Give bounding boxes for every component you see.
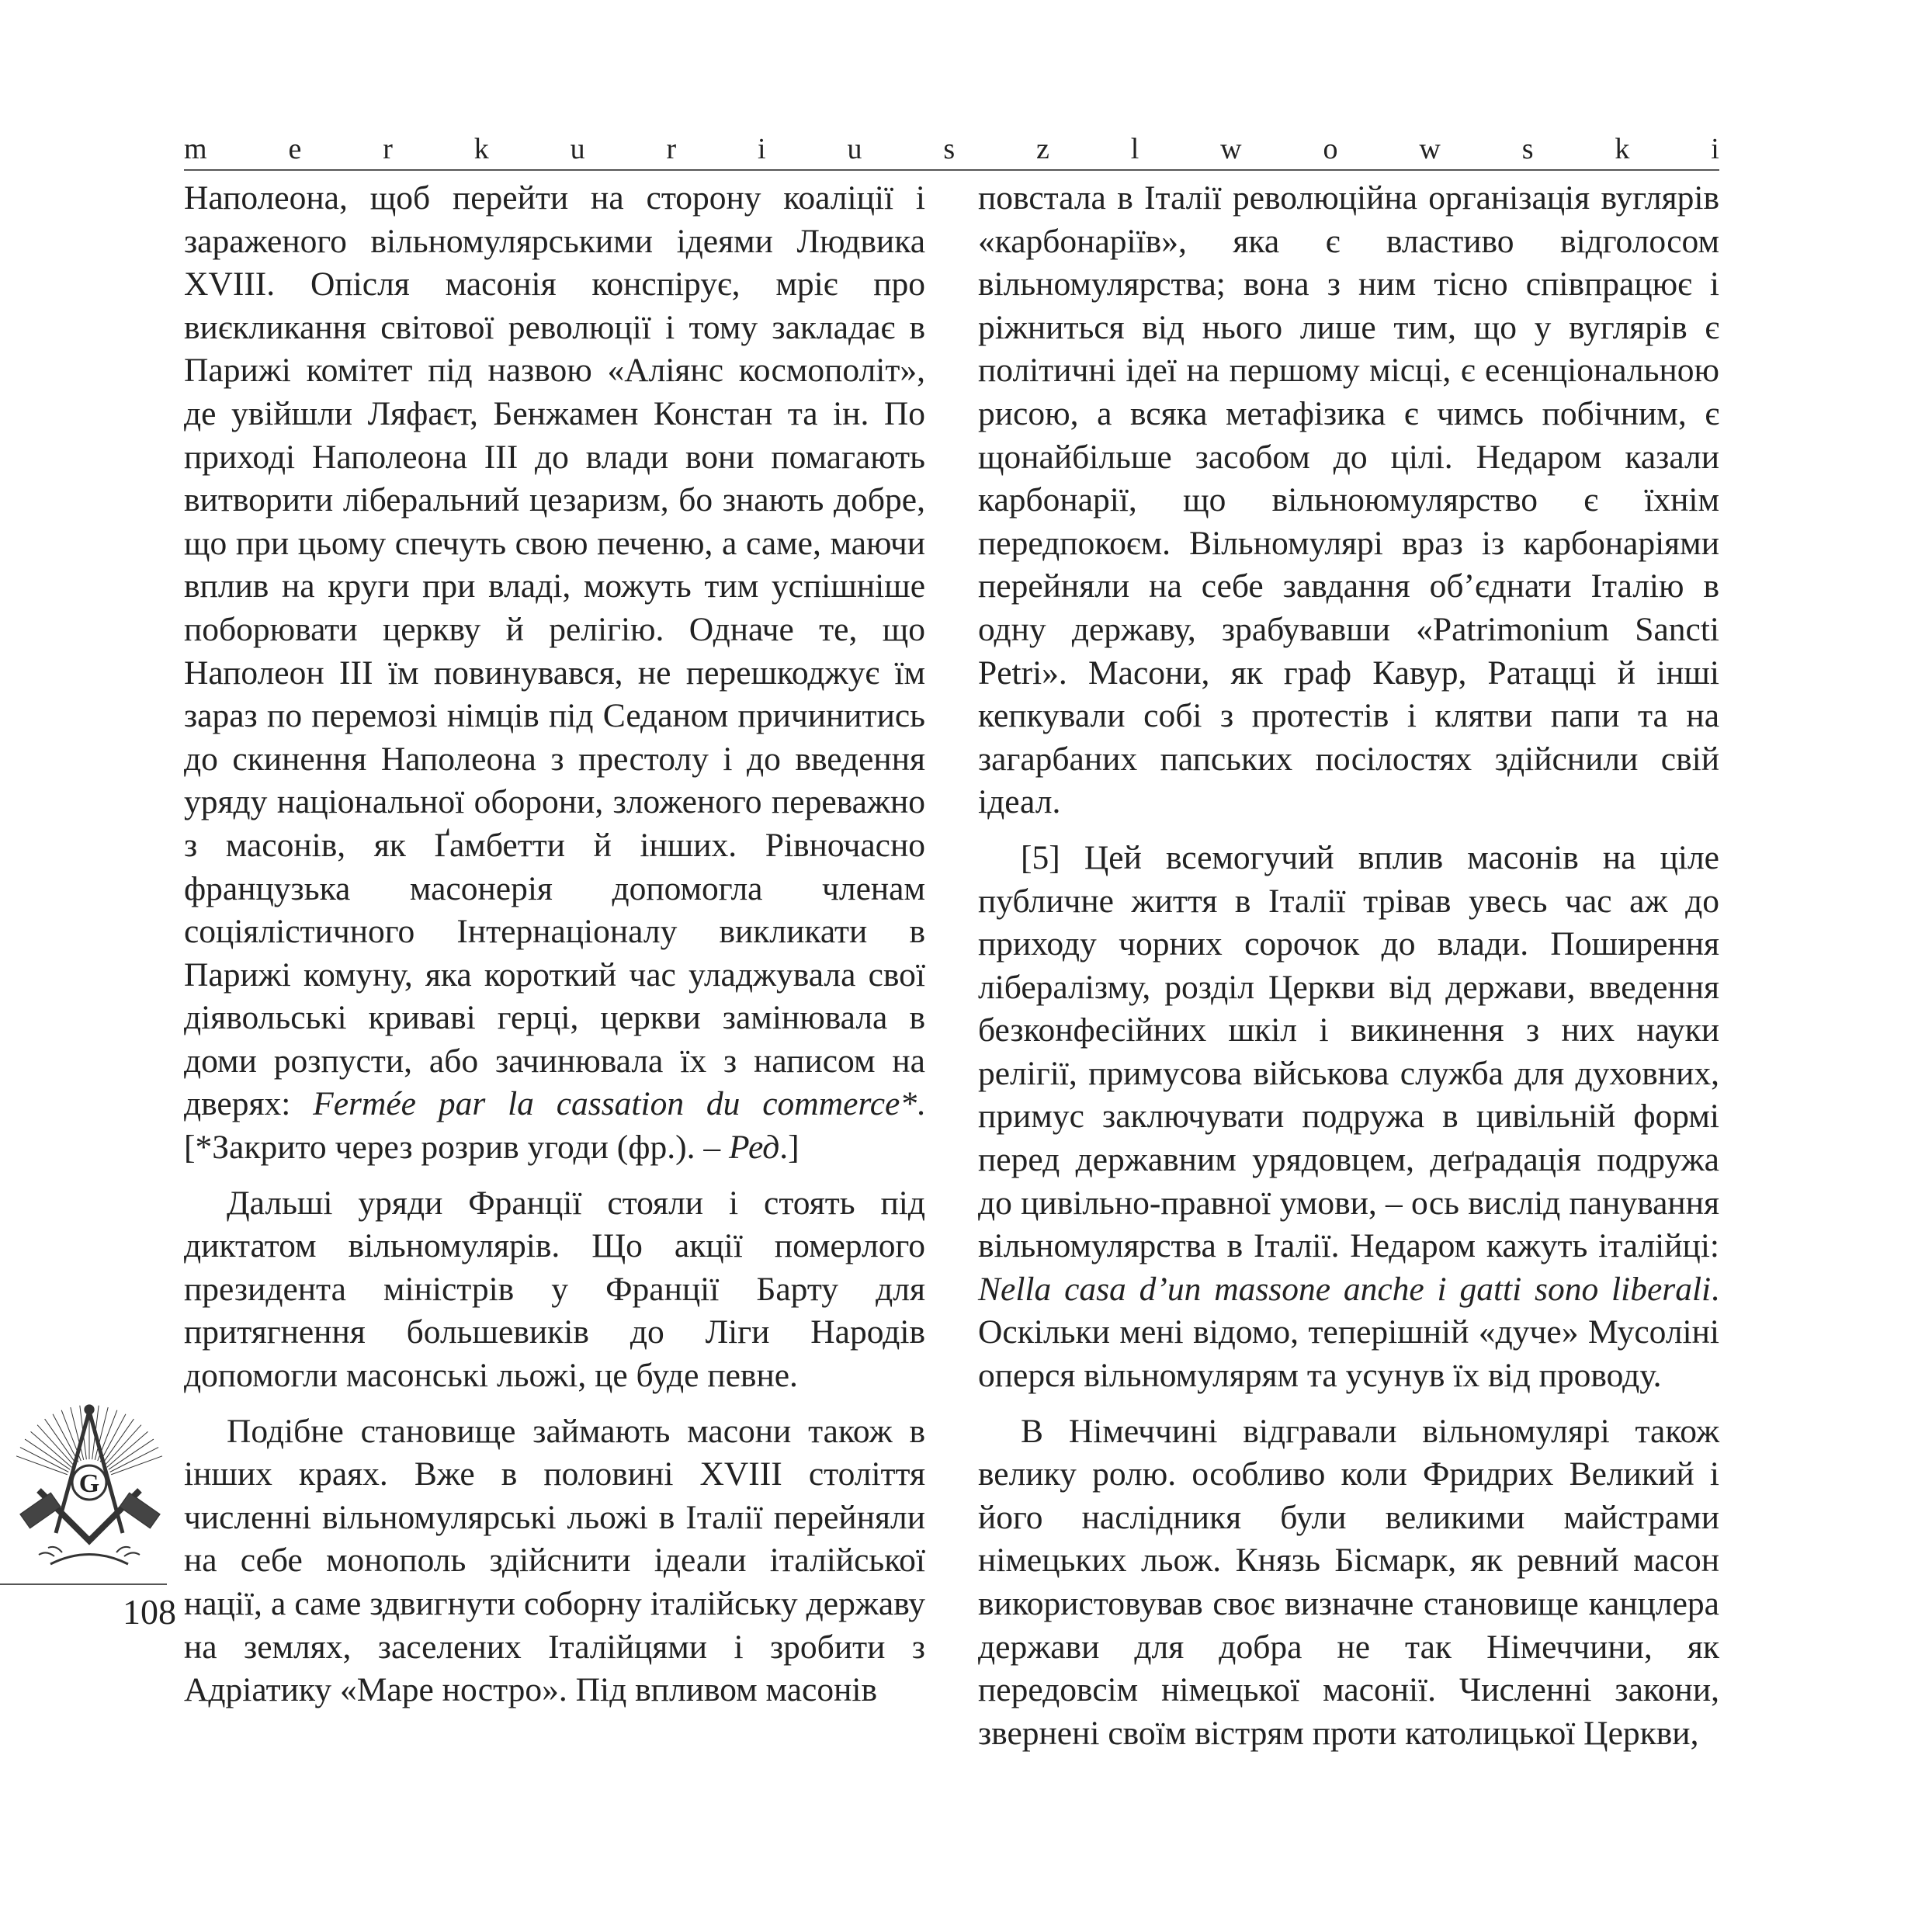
right-paragraph-2	[978, 837, 1719, 1398]
left-column	[184, 177, 925, 1712]
left-p1-italic2: Ред	[728, 1129, 780, 1167]
left-p1-end: .]	[779, 1129, 800, 1167]
running-head-letter: z	[1035, 133, 1049, 165]
footer-rule	[0, 1583, 167, 1585]
left-paragraph-2: Дальші уряди Франції стояли і стоять під диктатом вільномулярів. Що акції померлого президента міністрів у Франції Барту для притягнення большевиків до Ліги Народів допомогли масонські льожі, це буде певне.	[184, 1184, 925, 1395]
left-p1-tail: . [*Закрито через розрив угоди (фр.). –	[184, 1085, 925, 1167]
running-head-letter: o	[1323, 133, 1338, 165]
running-head-letter: w	[1419, 133, 1441, 165]
left-paragraph-3: Подібне становище займають масони також в інших краях. Вже в половині XVIII століття численні вільномулярські льожі в Італії перейняли на себе монополь здійснити ідеали італійської нації, а саме здвигнути соборну італійську державу на землях, заселених Італійцями і зробити з Адріатику «Маре ностро». Під впливом масонів	[184, 1412, 925, 1709]
running-head-letter: i	[1711, 133, 1719, 165]
right-paragraph-3: В Німеччині відгравали вільномулярі також велику ролю. особливо коли Фридрих Великий і його наслідникя були великими майстрами німецьких льож. Князь Бісмарк, як ревний масон використовував своє визначне становище канцлера держави для добра не так Німеччини, як передовсім німецької масонії. Численні закони, звернені своїм вістрям проти католицької Церкви,	[978, 1412, 1719, 1752]
right-paragraph-1: повстала в Італії революційна організація вуглярів «карбонаріїв», яка є властиво відголосом вільномулярства; вона з ним тісно співпрацює і ріжниться від нього лише тим, що у вуглярів є політичні ідеї на першому місці, є есенціональною рисою, а всяка метафізика є чимсь побічним, є щонайбільше засобом до цілі. Недаром казали карбонарії, що вільноюмулярство є їхнім передпокоєм. Вільномулярі враз із карбонаріями перейняли на себе завдання об’єднати Італію в одну державу, зрабувавши «Patrimonium Sancti Petri». Масони, як граф Кавур, Ратацці й інші кепкували собі з протестів і клятви папи та на загарбаних папських посілостях здійснили свій ідеал.	[978, 179, 1719, 821]
running-head-letter: m	[184, 133, 207, 165]
masonic-square-compass-g-icon	[8, 1397, 171, 1576]
left-p1-text: Наполеона, щоб перейти на сторону коаліції і зараженого вільномулярськими ідеями Людвика XVIII. Опісля масонія конспірує, мріє про виєкликання світової революції і тому закладає в Парижі комітет під назвою «Аліянс космополіт», де увійшли Ляфаєт, Бенжамен Констан та ін. По приході Наполеона ІІІ до влади вони помагають витворити ліберальний цезаризм, бо знають добре, що при цьому спечуть свою печеню, а саме, маючи вплив на круги при владі, можуть тим успішніше поборювати церкву й релігію. Одначе те, що Наполеон ІІІ їм повинувався, не перешкоджує їм зараз по перемозі німців під Седаном причинитись до скинення Наполеона з престолу і до введення уряду національної оборони, зложеного переважно з масонів, як Ґамбетти й інших. Рівночасно французька масонерія допомогла членам соціялістичного Інтернаціоналу викликати в Парижі комуну, яка короткий час уладжувала свої діявольські криваві герці, церкви замінювала в доми розпусти, або зачинювала їх з написом на дверях:	[184, 179, 925, 1123]
left-p1-italic: Fermée par la cassation du commerce*	[313, 1085, 917, 1123]
running-head	[184, 132, 1719, 166]
page-number: 108	[123, 1592, 176, 1632]
running-head-letter: r	[666, 133, 677, 165]
running-head-letter: r	[383, 133, 393, 165]
emblem-letter: G	[78, 1469, 100, 1498]
running-head-letter: e	[288, 133, 302, 165]
header-rule	[184, 169, 1719, 171]
left-paragraph-1	[184, 177, 925, 1170]
right-column	[978, 177, 1719, 1755]
running-head-letter: u	[570, 133, 585, 165]
running-head-letter: w	[1220, 133, 1242, 165]
right-p2-tail: . Оскільки мені відомо, теперішній «дуче» Мусоліні оперся вільномулярям та усунув їх від проводу.	[978, 1270, 1719, 1395]
running-head-letter: u	[847, 133, 862, 165]
running-head-letter: s	[943, 133, 956, 165]
running-head-letter: l	[1130, 133, 1139, 165]
running-head-letter: i	[758, 133, 766, 165]
running-head-letter: k	[473, 133, 489, 165]
right-p2-italic: Nella casa d’un massone anche i gatti sono liberali	[978, 1270, 1712, 1308]
running-head-letter: s	[1521, 133, 1534, 165]
right-p2-text: [5] Цей всемогучий вплив масонів на ціле публичне життя в Італії трівав увесь час аж до приходу чорних сорочок до влади. Поширення лібералізму, розділ Церкви від держави, введення безконфесійних шкіл і викинення з них науки релігії, примусова військова служба для духовних, примус заключувати подружа в цивільній формі перед державним урядовцем, деґрадація подружа до цивільно-правної умови, – ось вислід панування вільномулярства в Італії. Недаром кажуть італійці:	[978, 838, 1719, 1265]
running-head-letter: k	[1615, 133, 1630, 165]
